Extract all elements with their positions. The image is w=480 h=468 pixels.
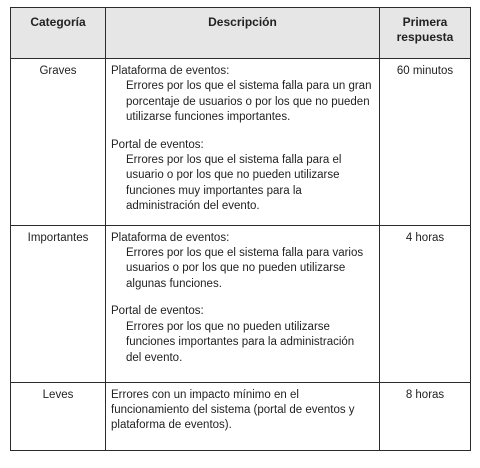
- table-row: [11, 59, 471, 226]
- table-header: [11, 8, 471, 59]
- block-text: Errores por los que el sistema falla para varios usuarios o por los que no pueden utilizarse algunas funciones.: [126, 247, 364, 290]
- description-block: [111, 231, 374, 293]
- block-text: Errores por los que el sistema falla para el usuario o por los que no pueden utilizarse funciones muy importantes para la administración del evento.: [126, 154, 342, 213]
- table-row: [11, 225, 471, 382]
- block-text: Errores por los que el sistema falla para un gran porcentaje de usuarios o por los que no pueden utilizarse funciones importantes.: [126, 80, 372, 124]
- incident-category-table: [10, 7, 471, 451]
- header-category: Categoría: [11, 8, 106, 59]
- description-cell: [106, 59, 380, 226]
- description-cell: [106, 225, 380, 382]
- description-block: [111, 138, 374, 215]
- description-block: [111, 64, 374, 126]
- table-body: [11, 59, 471, 451]
- first-response-cell: 60 minutos: [380, 59, 471, 226]
- category-cell: Importantes: [11, 225, 106, 382]
- header-description: Descripción: [106, 8, 380, 59]
- block-label: Plataforma de eventos:: [111, 65, 230, 77]
- header-first-response: Primera respuesta: [380, 8, 471, 59]
- block-label: Portal de eventos:: [111, 138, 204, 151]
- category-cell: Leves: [11, 382, 106, 450]
- block-text: Errores con un impacto mínimo en el funcionamiento del sistema (portal de eventos y plataforma de eventos).: [111, 388, 355, 432]
- first-response-cell: 8 horas: [380, 382, 471, 450]
- description-cell: [106, 382, 380, 450]
- description-block: [111, 304, 374, 366]
- block-label: Plataforma de eventos:: [111, 231, 230, 244]
- block-text: Errores por los que no pueden utilizarse funciones importantes para la administración del evento.: [126, 320, 355, 364]
- first-response-cell: 4 horas: [380, 225, 471, 382]
- block-label: Portal de eventos:: [111, 305, 204, 318]
- category-cell: Graves: [11, 59, 106, 226]
- header-row: [11, 8, 471, 59]
- table-row: [11, 382, 471, 450]
